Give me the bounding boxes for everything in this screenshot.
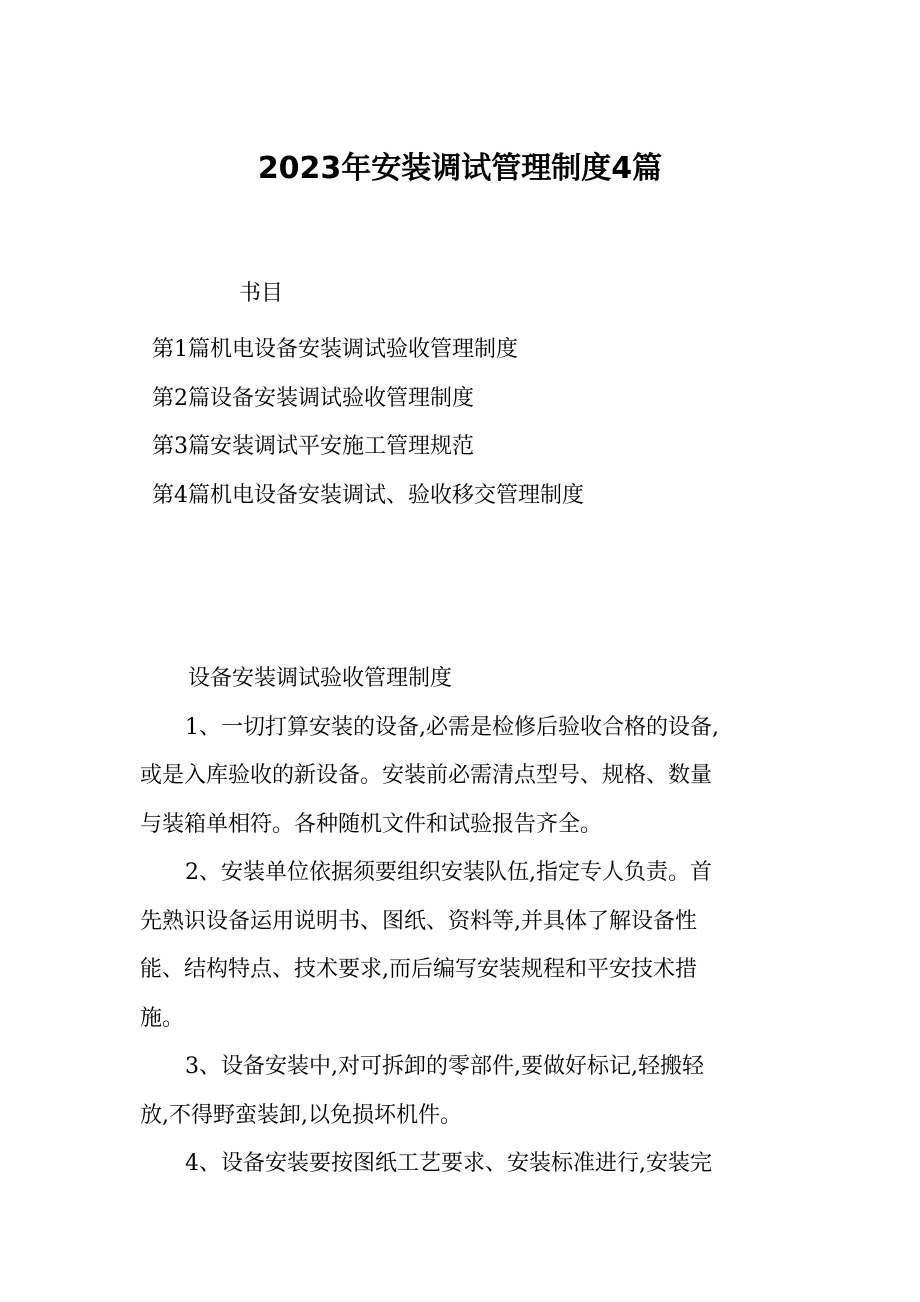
paragraph-line: 能、结构特点、技术要求,而后编写安装规程和平安技术措 — [140, 957, 697, 982]
toc-item-1: 第1篇机电设备安装调试验收管理制度 — [152, 337, 518, 362]
paragraph-2 — [140, 849, 780, 1043]
toc-item-4: 第4篇机电设备安装调试、验收移交管理制度 — [152, 482, 584, 508]
paragraph-line: 先熟识设备运用说明书、图纸、资料等,并具体了解设备性 — [140, 908, 697, 934]
paragraph-line: 2、安装单位依据须要组织安装队伍,指定专人负责。首 — [185, 860, 712, 885]
paragraph-3 — [140, 1043, 780, 1140]
toc-heading: 书目 — [239, 281, 284, 306]
paragraph-line: 与装箱单相符。各种随机文件和试验报告齐全。 — [140, 811, 603, 837]
toc-item-3: 第3篇安装调试平安施工管理规范 — [152, 434, 474, 459]
toc-item-2: 第2篇设备安装调试验收管理制度 — [152, 385, 474, 411]
document-title: 2023年安装调试管理制度4篇 — [257, 151, 663, 186]
paragraph-4 — [140, 1140, 780, 1189]
paragraph-line: 3、设备安装中,对可拆卸的零部件,要做好标记,轻搬轻 — [185, 1054, 704, 1079]
paragraph-line: 或是入库验收的新设备。安装前必需清点型号、规格、数量 — [140, 763, 713, 788]
document-body — [140, 655, 780, 1189]
paragraph-line: 4、设备安装要按图纸工艺要求、安装标准进行,安装完 — [185, 1151, 712, 1176]
paragraph-1 — [140, 704, 780, 850]
section-title: 设备安装调试验收管理制度 — [188, 666, 453, 691]
paragraph-line: 放,不得野蛮装卸,以免损坏机件。 — [140, 1102, 462, 1128]
paragraph-line: 1、一切打算安装的设备,必需是检修后验收合格的设备, — [185, 714, 719, 740]
paragraph-line: 施。 — [140, 1005, 185, 1031]
table-of-contents — [152, 326, 584, 520]
